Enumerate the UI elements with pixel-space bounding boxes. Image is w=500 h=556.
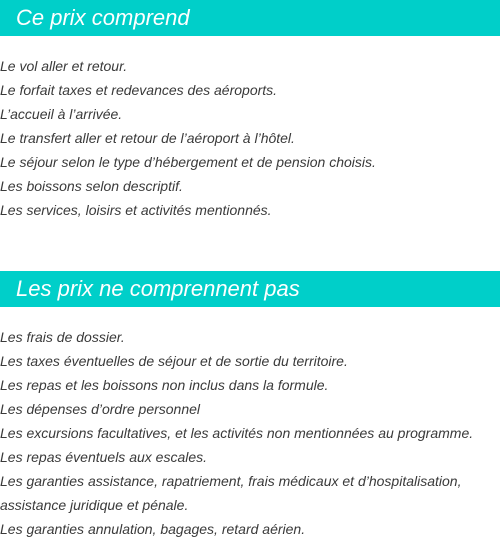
excluded-section-title: Les prix ne comprennent pas <box>0 271 500 307</box>
list-item: Les services, loisirs et activités mentionnés. <box>0 202 272 218</box>
list-item: Les excursions facultatives, et les activités non mentionnées au programme. <box>0 425 474 441</box>
list-item: Le transfert aller et retour de l’aéroport à l’hôtel. <box>0 130 295 146</box>
list-item: Les frais de dossier. <box>0 329 125 345</box>
list-item: Les garanties assistance, rapatriement, frais médicaux et d’hospitalisation, <box>0 473 462 489</box>
list-item: L’accueil à l’arrivée. <box>0 106 123 122</box>
included-section-title: Ce prix comprend <box>0 0 500 36</box>
list-item: Les garanties annulation, bagages, retard aérien. <box>0 521 306 537</box>
list-item: Les taxes éventuelles de séjour et de sortie du territoire. <box>0 353 348 369</box>
list-item: Le forfait taxes et redevances des aéroports. <box>0 82 278 98</box>
list-item: Les dépenses d’ordre personnel <box>0 401 201 417</box>
list-item: Les repas et les boissons non inclus dans la formule. <box>0 377 329 393</box>
list-item: Le vol aller et retour. <box>0 58 128 74</box>
list-item: Le séjour selon le type d’hébergement et de pension choisis. <box>0 154 376 170</box>
included-list <box>0 54 500 222</box>
list-item: Les boissons selon descriptif. <box>0 178 183 194</box>
list-item: Les repas éventuels aux escales. <box>0 449 208 465</box>
list-item: assistance juridique et pénale. <box>0 497 189 513</box>
excluded-list <box>0 325 500 541</box>
